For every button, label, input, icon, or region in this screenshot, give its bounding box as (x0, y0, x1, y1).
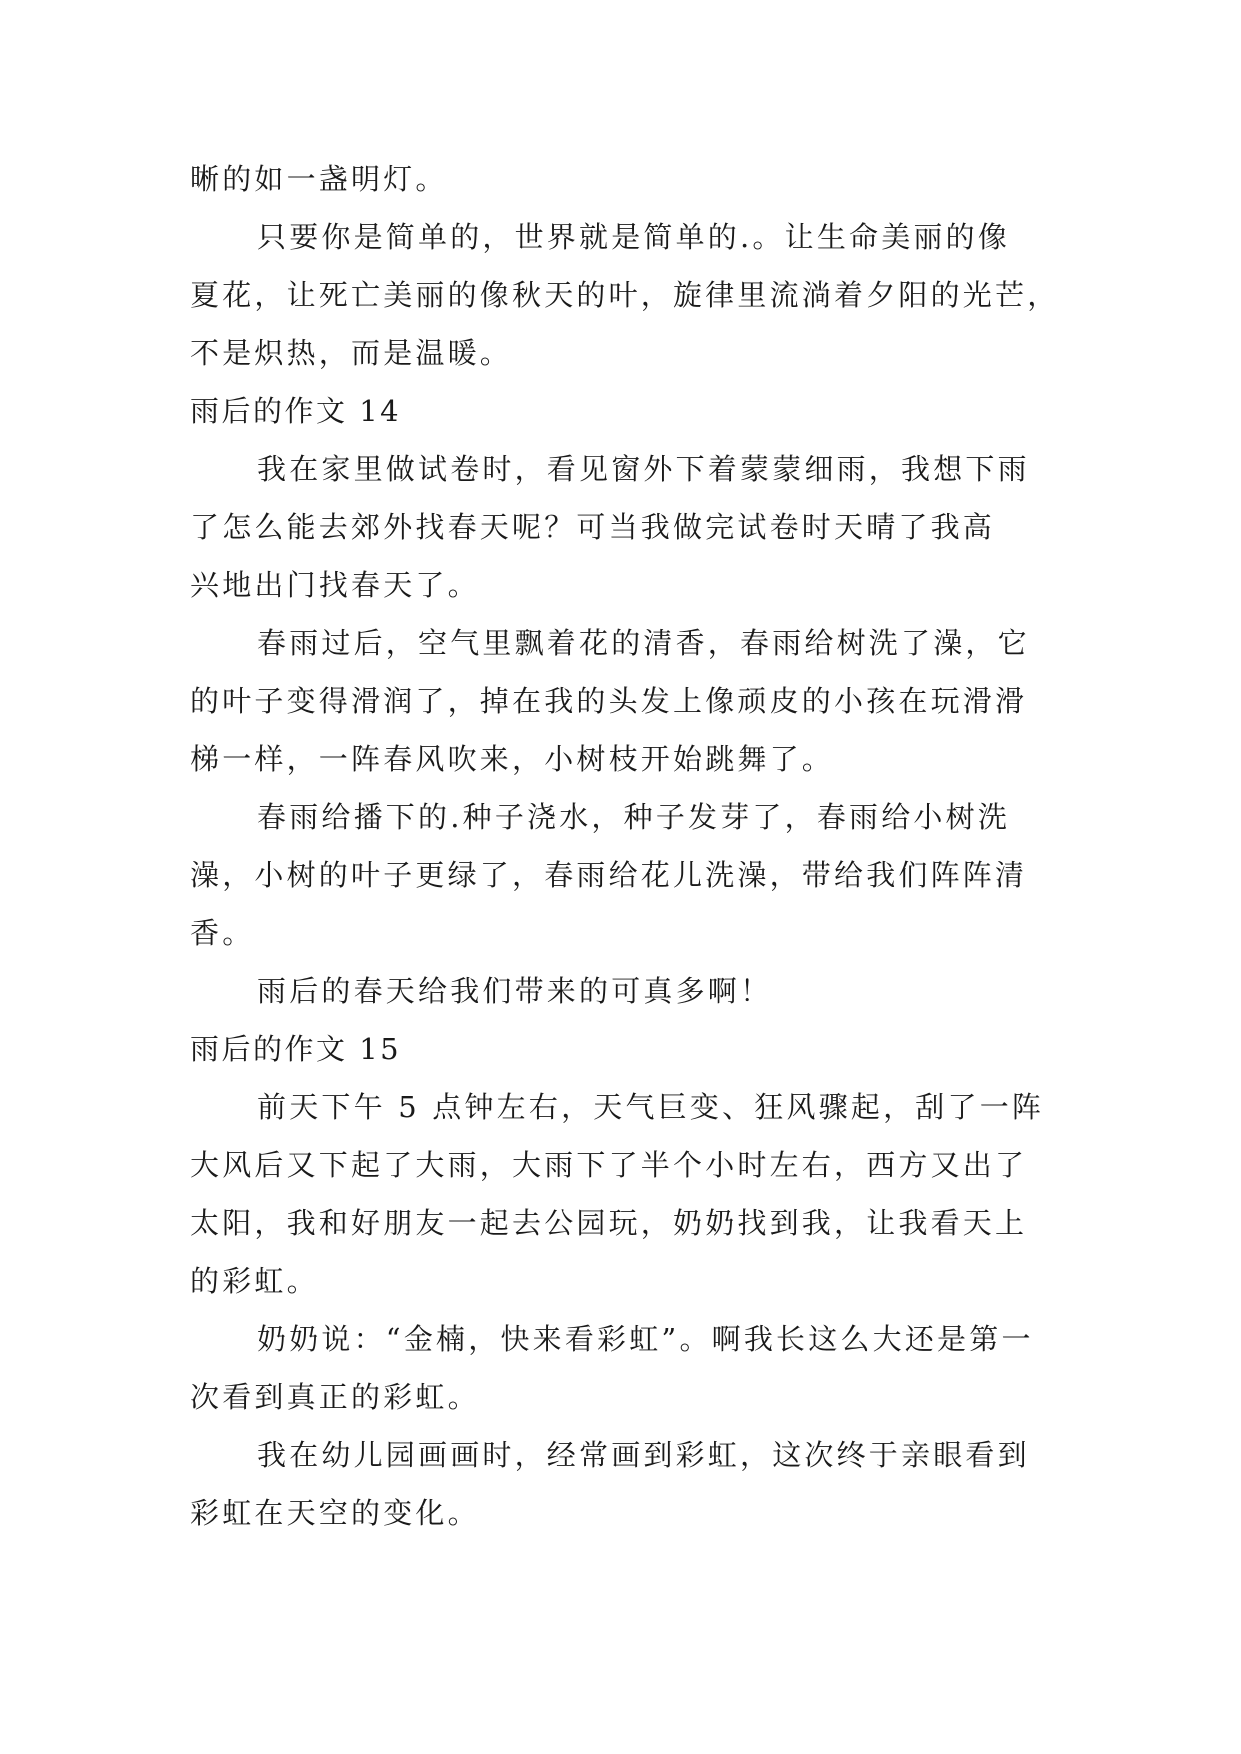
text-line: 梯一样，一阵春风吹来，小树枝开始跳舞了。 (190, 742, 835, 776)
paragraph-start-line: 奶奶说：“金楠，快来看彩虹”。啊我长这么大还是第一 (257, 1322, 1034, 1356)
text-line: 澡，小树的叶子更绿了，春雨给花儿洗澡，带给我们阵阵清 (190, 858, 1028, 892)
document-page (190, 150, 1060, 1542)
paragraph-start-line: 雨后的春天给我们带来的可真多啊！ (257, 974, 773, 1008)
text-line: 的叶子变得滑润了，掉在我的头发上像顽皮的小孩在玩滑滑 (190, 684, 1028, 718)
text-line: 大风后又下起了大雨，大雨下了半个小时左右，西方又出了 (190, 1148, 1028, 1182)
text-line: 兴地出门找春天了。 (190, 568, 480, 602)
text-line: 太阳，我和好朋友一起去公园玩，奶奶找到我，让我看天上 (190, 1206, 1028, 1240)
section-heading: 雨后的作文 15 (190, 1032, 402, 1066)
text-line: 香。 (190, 916, 255, 950)
section-heading: 雨后的作文 14 (190, 394, 402, 428)
text-line: 的彩虹。 (190, 1264, 319, 1298)
text-line: 了怎么能去郊外找春天呢？可当我做完试卷时天晴了我高 (190, 510, 996, 544)
text-line: 彩虹在天空的变化。 (190, 1496, 480, 1530)
paragraph-start-line: 春雨过后，空气里飘着花的清香，春雨给树洗了澡，它 (257, 626, 1030, 660)
text-line: 夏花，让死亡美丽的像秋天的叶，旋律里流淌着夕阳的光芒， (190, 278, 1060, 312)
paragraph-start-line: 只要你是简单的，世界就是简单的.。让生命美丽的像 (257, 220, 1011, 254)
paragraph-start-line: 我在幼儿园画画时，经常画到彩虹，这次终于亲眼看到 (257, 1438, 1030, 1472)
paragraph-start-line: 前天下午 5 点钟左右，天气巨变、狂风骤起，刮了一阵 (257, 1090, 1045, 1124)
paragraph-start-line: 春雨给播下的.种子浇水，种子发芽了，春雨给小树洗 (257, 800, 1011, 834)
paragraph-start-line: 我在家里做试卷时，看见窗外下着蒙蒙细雨，我想下雨 (257, 452, 1030, 486)
text-line: 不是炽热，而是温暖。 (190, 336, 513, 370)
text-line: 晰的如一盏明灯。 (190, 162, 448, 196)
text-line: 次看到真正的彩虹。 (190, 1380, 480, 1414)
